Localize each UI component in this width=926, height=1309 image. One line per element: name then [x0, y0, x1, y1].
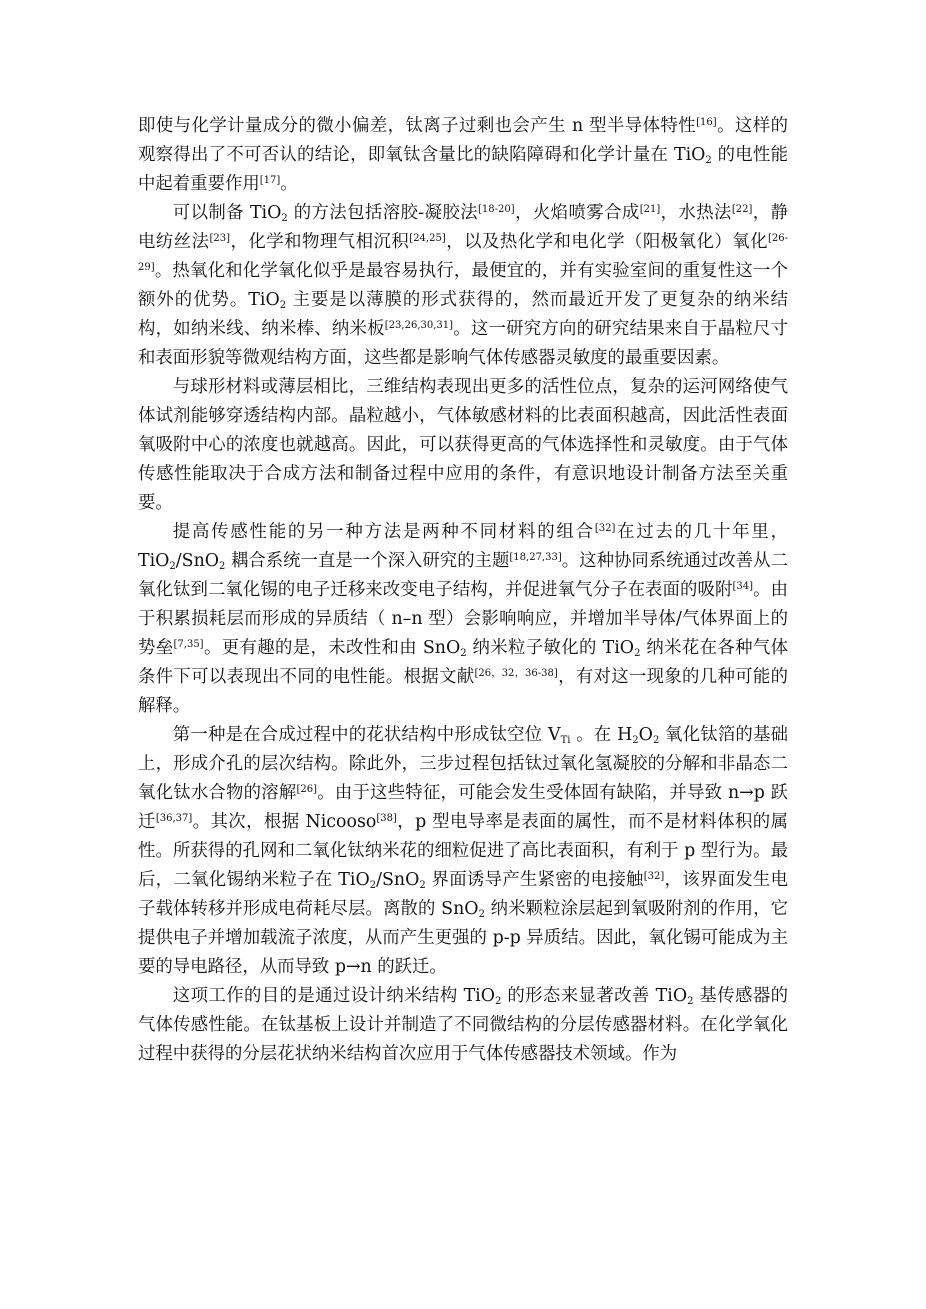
text-run: ，化学和物理气相沉积 [230, 232, 410, 252]
text-run: 基传感器的气体传感性能。在钛基板上设计并制造了不同微结构的分层传感器材料。在化学氧化过程中获得的分层花状纳米结构首次应用于气体传感器技术领域。作为 [138, 986, 789, 1064]
text-run: 即使与化学计量成分的微小偏差，钛离子过剩也会产生 n 型半导体特性 [138, 116, 697, 136]
text-run: 可以制备 TiO [172, 203, 282, 223]
text-run: 界面诱导产生紧密的电接触 [425, 870, 644, 890]
text-run: 主要是以薄膜的形式获得的，然而最近开发了更复杂的纳米结构，如纳米线、纳米棒、纳米板 [138, 290, 789, 339]
citation: [34] [732, 581, 754, 592]
text-run: 。更有趣的是，未改性和由 SnO [203, 638, 461, 658]
text-run: 纳米花在各种气体条件下可以表现出不同的电性能。根据文献 [138, 638, 788, 687]
citation: [38] [376, 813, 397, 824]
citation: [16] [696, 117, 717, 128]
text-run: 。这种协同系统通过改善从二氧化钛到二氧化锡的电子迁移来改变电子结构，并促进氧气分子在表面的吸附 [138, 551, 788, 600]
paragraph-1 [138, 112, 788, 199]
text-run: 第一种是在合成过程中的花状结构中形成钛空位 V [172, 725, 561, 745]
text-run: 。 [280, 174, 298, 194]
subscript: 2 [652, 735, 660, 746]
text-run: ，以及热化学和电化学（阳极氧化）氧化 [445, 232, 768, 252]
citation: [26-29] [138, 233, 788, 273]
text-run: 纳米粒子敏化的 TiO [466, 638, 635, 658]
citation: [32] [594, 523, 616, 534]
citation: [23] [209, 233, 231, 244]
text-run: 。热氧化和化学氧化似乎是最容易执行，最便宜的，并有实验室间的重复性这一个额外的优势。TiO [138, 261, 788, 310]
subscript: 2 [687, 996, 694, 1007]
text-run: 在过去的几十年里，TiO [138, 522, 788, 571]
text-run: 。在 H [570, 725, 633, 745]
citation: [36,37] [155, 813, 193, 824]
citation: [7,35] [173, 639, 204, 650]
text-run: ，静电纺丝法 [138, 203, 788, 252]
paragraph-6 [138, 982, 788, 1069]
paragraph-2 [138, 199, 788, 373]
text-run: 的电性能中起着重要作用 [138, 145, 788, 194]
citation: [17] [259, 175, 281, 186]
text-run: 。这样的观察得出了不可否认的结论，即氧钛含量比的缺陷障碍和化学计量在 TiO [138, 116, 788, 165]
subscript: 2 [460, 648, 467, 659]
citation: [24,25] [409, 233, 446, 244]
document-body [138, 112, 788, 1069]
paragraph-4 [138, 518, 788, 721]
text-run: O [638, 725, 653, 745]
text-run: ，火焰喷雾合成 [514, 203, 640, 223]
text-run: 的形态来显著改善 TiO [501, 986, 688, 1006]
subscript: 2 [419, 880, 426, 891]
text-run: /SnO [376, 870, 420, 890]
subscript: 2 [219, 561, 226, 572]
paragraph-3 [138, 373, 788, 518]
subscript: 2 [632, 735, 639, 746]
text-run: 与球形材料或薄层相比，三维结构表现出更多的活性位点，复杂的运河网络使气体试剂能够穿透结构内部。晶粒越小，气体敏感材料的比表面积越高，因此活性表面氧吸附中心的浓度也就越高。因此，可以获得更高的气体选择性和灵敏度。由于气体传感性能取决于合成方法和制备过程中应用的条件，有意识地设计制备方法至关重要。 [138, 377, 788, 513]
text-run: ，水热法 [660, 203, 732, 223]
text-run: 提高传感性能的另一种方法是两种不同材料的组合 [172, 522, 595, 542]
text-run: 这项工作的目的是通过设计纳米结构 TiO [172, 986, 495, 1006]
text-run: 。其次，根据 Nicooso [192, 812, 377, 832]
subscript: 2 [705, 155, 712, 166]
citation: [18-20] [478, 204, 515, 215]
text-run: 。由于积累损耗层而形成的异质结（ n–n 型）会影响响应，并增加半导体/气体界面上的势垒 [138, 580, 788, 658]
subscript: 2 [279, 300, 287, 311]
citation: [18,27,33] [509, 552, 562, 563]
text-run: ，有对这一现象的几种可能的解释。 [138, 667, 788, 716]
subscript: Ti [560, 735, 571, 746]
subscript: 2 [478, 909, 485, 920]
subscript: 2 [369, 880, 377, 891]
text-run: ，该界面发生电子载体转移并形成电荷耗尽层。离散的 SnO [138, 870, 788, 919]
text-run: 。由于这些特征，可能会发生受体固有缺陷，并导致 n→p 跃迁 [138, 783, 788, 832]
subscript: 2 [169, 561, 176, 572]
subscript: 2 [495, 996, 502, 1007]
citation: [26] [296, 784, 318, 795]
text-run: 耦合系统一直是一个深入研究的主题 [225, 551, 510, 571]
citation: [26，32，36-38] [474, 668, 558, 679]
text-run: 纳米颗粒涂层起到氧吸附剂的作用，它提供电子并增加载流子浓度，从而产生更强的 p-p 异质结。因此，氧化锡可能成为主要的导电路径，从而导致 p→n 的跃迁。 [138, 899, 789, 977]
citation: [32] [643, 871, 665, 882]
text-run: 的方法包括溶胶-凝胶法 [287, 203, 479, 223]
citation: [23,26,30,31] [384, 320, 454, 331]
subscript: 2 [281, 213, 288, 224]
citation: [22] [731, 204, 753, 215]
text-run: /SnO [175, 551, 220, 571]
text-run: 氧化钛箔的基础上，形成介孔的层次结构。除此外，三步过程包括钛过氧化氢凝胶的分解和非晶态二氧化钛水合物的溶解 [138, 725, 789, 803]
citation: [21] [639, 204, 661, 215]
subscript: 2 [634, 648, 641, 659]
text-run: ，p 型电导率是表面的属性，而不是材料体积的属性。所获得的孔网和二氧化钛纳米花的细粒促进了高比表面积，有利于 p 型行为。最后，二氧化锡纳米粒子在 TiO [138, 812, 788, 890]
paragraph-5 [138, 721, 788, 982]
text-run: 。这一研究方向的研究结果来自于晶粒尺寸和表面形貌等微观结构方面，这些都是影响气体传感器灵敏度的最重要因素。 [138, 319, 788, 368]
